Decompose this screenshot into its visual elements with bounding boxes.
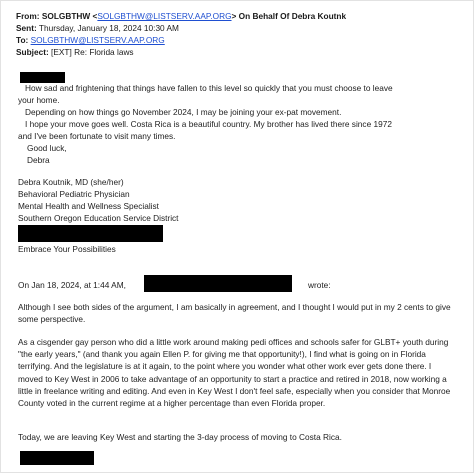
redaction-bar [18,225,163,242]
subject-label: Subject: [16,47,49,57]
reply-line: Depending on how things go November 2024, I may be joining your ex-pat movement. [25,107,342,117]
sent-line [16,22,179,34]
redaction-bar [20,451,94,465]
quoted-paragraph: As a cisgender gay person who did a little work around making pedi offices and schools safer for GLBT+ youth during "the early years," (and thank you again Ellen P. for giving me that opportunity!), I find what is going on in Florida terrifying. And the legislature is at it again, to the point where you wonder what other work ever gets done there. I moved to Key West in 2006 to take advantage of an opportunity to start a practice and retired in 2018, now working a little in freelance writing and editing. And even in Key West I don't feel safe, especially when you consider that Monroe County voted in the current regime at a higher percentage than even Florida proper. [18,337,451,409]
signature-name: Debra Koutnik, MD (she/her) [18,177,124,187]
redaction-bar [144,275,292,292]
sent-label: Sent: [16,23,37,33]
reply-line: How sad and frightening that things have fallen to this level so quickly that you must choose to leave [25,83,393,93]
to-label: To: [16,35,29,45]
subject-value: [EXT] Re: Florida laws [51,47,134,57]
reply-line: and I've been fortunate to visit many times. [18,131,176,141]
from-name: SOLGBTHW < [41,11,98,21]
to-line [16,34,165,46]
reply-line: I hope your move goes well. Costa Rica is a beautiful country. My brother has lived there since 1972 [25,119,392,129]
signature-org: Southern Oregon Education Service District [18,213,179,223]
sent-value: Thursday, January 18, 2024 10:30 AM [38,23,179,33]
quoted-paragraph: Today, we are leaving Key West and starting the 3-day process of moving to Costa Rica. [18,432,342,442]
from-person: Debra Koutnk [291,11,347,21]
from-behalf: > On Behalf Of [231,11,290,21]
signature-role: Mental Health and Wellness Specialist [18,201,159,211]
quoted-wrote: wrote: [308,280,331,290]
from-line [16,10,346,22]
from-label: From: [16,11,40,21]
reply-line: your home. [18,95,60,105]
subject-line [16,46,134,58]
quoted-paragraph: Although I see both sides of the argument, I am basically in agreement, and I thought I would put in my 2 cents to give some perspective. [18,302,451,325]
to-email-link[interactable]: SOLGBTHW@LISTSERV.AAP.ORG [30,35,165,45]
reply-closing: Good luck, [27,143,67,153]
quoted-date: On Jan 18, 2024, at 1:44 AM, [18,280,126,290]
from-email-link[interactable]: SOLGBTHW@LISTSERV.AAP.ORG [97,11,232,21]
reply-signoff: Debra [27,155,50,165]
signature-tagline: Embrace Your Possibilities [18,244,116,254]
signature-title: Behavioral Pediatric Physician [18,189,130,199]
